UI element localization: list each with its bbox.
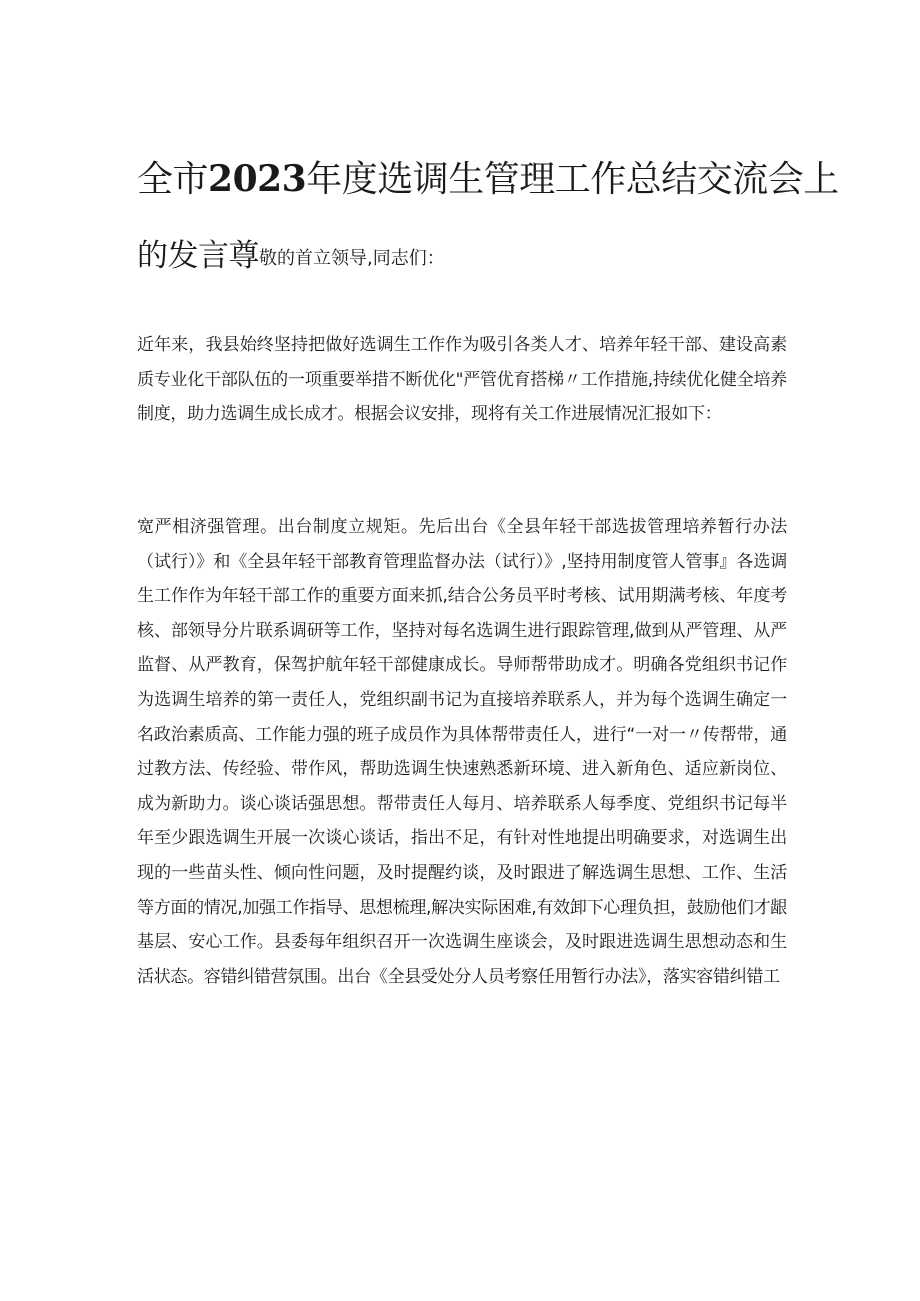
greeting: 敬的首立领导,同志们： <box>259 248 445 269</box>
document-title-line-2 <box>137 232 797 283</box>
body-paragraph: 宽严相济强管理。出台制度立规矩。先后出台《全县年轻干部选拔管理培养暂行办法（试行）》和《全县年轻干部教育管理监督办法（试行）》,坚持用制度管人管事』各选调生工作作为年轻干部工作的重要方面来抓,结合公务员平时考核、试用期满考核、年度考核、部领导分片联系调研等工作，坚持对每名选调生进行跟踪管理,做到从严管理、从严监督、从严教育，保驾护航年轻干部健康成长。导师帮带助成才。明确各党组织书记作为选调生培养的第一责任人，党组织副书记为直接培养联系人，并为每个选调生确定一名政治素质高、工作能力强的班子成员作为具体帮带责任人，进行“一对一〃传帮带，通过教方法、传经验、带作风，帮助选调生快速熟悉新环境、进入新角色、适应新岗位、成为新助力。谈心谈话强思想。帮带责任人每月、培养联系人每季度、党组织书记每半年至少跟选调生开展一次谈心谈话，指出不足，有针对性地提出明确要求，对选调生出现的一些苗头性、倾向性问题，及时提醒约谈，及时跟进了解选调生思想、工作、生活等方面的情况,加强工作指导、思想梳理,解决实际困难,有效卸下心理负担，鼓励他们才龈基层、安心工作。县委每年组织召开一次选调生座谈会，及时跟进选调生思想动态和生活状态。容错纠错营氛围。出台《全县受处分人员考察任用暂行办法》，落实容错纠错工 <box>137 517 787 987</box>
title-year: 2023 <box>208 158 307 200</box>
document-title-line-1 <box>137 155 839 204</box>
title-prefix: 全市 <box>137 159 209 200</box>
title-continuation: 的发言尊 <box>137 238 259 274</box>
intro-paragraph: 近年来，我县始终坚持把做好选调生工作作为吸引各类人才、培养年轻干部、建设高素质专业化干部队伍的一项重要举措不断优化"严管优育搭梯〃工作措施,持续优化健全培养制度，助力选调生成长成才。根据会议安排，现将有关工作进展情况汇报如下： <box>137 335 787 425</box>
title-suffix: 年度选调生管理工作总结交流会上 <box>306 159 839 200</box>
